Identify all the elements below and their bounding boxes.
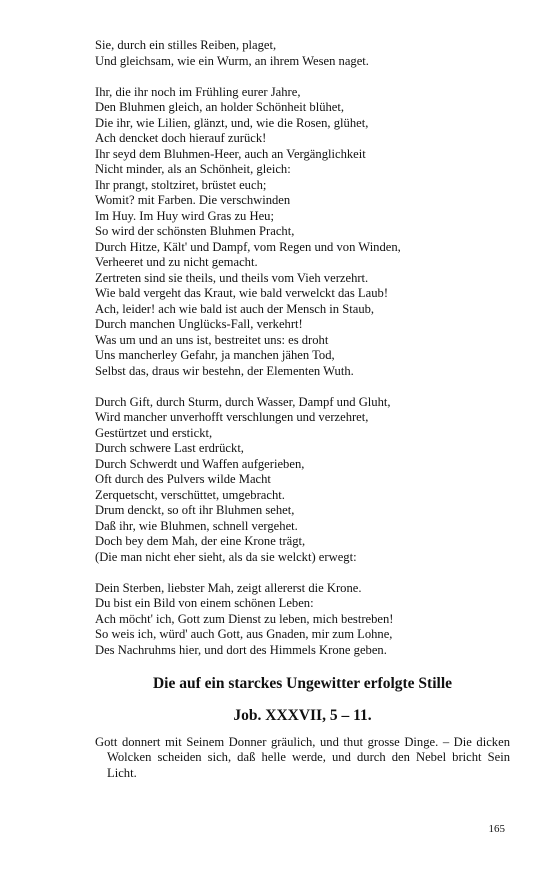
prose-paragraph: Gott donnert mit Seinem Donner gräulich, und thut grosse Dinge. – Die dicken Wolcken scheiden sich, daß helle werde, und durch den Nebel bricht Sein Licht. bbox=[95, 734, 510, 780]
verse-line: So wird der schönsten Bluhmen Pracht, bbox=[95, 224, 295, 238]
verse-line: Gestürtzet und erstickt, bbox=[95, 425, 213, 440]
page-body bbox=[95, 38, 510, 794]
verse-line: Durch schwere Last erdrückt, bbox=[95, 441, 244, 455]
verse-line: Ach, leider! ach wie bald ist auch der Mensch in Staub, bbox=[95, 301, 375, 316]
verse-line: So weis ich, würd' auch Gott, aus Gnaden, mir zum Lohne, bbox=[95, 627, 393, 641]
verse-line: Womit? mit Farben. Die verschwinden bbox=[95, 193, 291, 207]
verse-line: Selbst das, draus wir bestehn, der Elementen Wuth. bbox=[95, 363, 354, 378]
verse-line: Ach dencket doch hierauf zurück! bbox=[95, 131, 267, 145]
verse-line: Ihr, die ihr noch im Frühling eurer Jahre, bbox=[95, 84, 301, 99]
verse-line: Ihr seyd dem Bluhmen-Heer, auch an Vergänglichkeit bbox=[95, 146, 366, 161]
verse-line: Drum denckt, so oft ihr Bluhmen sehet, bbox=[95, 503, 295, 517]
verse-line: Zerquetscht, verschüttet, umgebracht. bbox=[95, 487, 285, 502]
verse-line: Durch Hitze, Kält' und Dampf, vom Regen und von Winden, bbox=[95, 239, 401, 254]
verse-line: Wie bald vergeht das Kraut, wie bald verwelckt das Laub! bbox=[95, 286, 389, 300]
verse-line: Nicht minder, als an Schönheit, gleich: bbox=[95, 162, 291, 176]
stanza-1 bbox=[95, 38, 510, 69]
verse-line: Was um und an uns ist, bestreitet uns: es droht bbox=[95, 332, 329, 347]
verse-line: Im Huy. Im Huy wird Gras zu Heu; bbox=[95, 208, 274, 223]
verse-line: Ihr prangt, stoltziret, brüstet euch; bbox=[95, 177, 267, 192]
section-title: Die auf ein starckes Ungewitter erfolgte Stille bbox=[152, 674, 453, 692]
stanza-3 bbox=[95, 395, 510, 566]
verse-line: Sie, durch ein stilles Reiben, plaget, bbox=[95, 38, 277, 52]
verse-line: Und gleichsam, wie ein Wurm, an ihrem Wesen naget. bbox=[95, 53, 369, 68]
verse-line: Wird mancher unverhofft verschlungen und verzehret, bbox=[95, 410, 369, 424]
stanza-2 bbox=[95, 85, 510, 380]
stanza-4 bbox=[95, 581, 510, 659]
verse-line: Durch Schwerdt und Waffen aufgerieben, bbox=[95, 456, 305, 471]
verse-line: Des Nachruhms hier, und dort des Himmels Krone geben. bbox=[95, 642, 387, 657]
verse-line: Durch manchen Unglücks-Fall, verkehrt! bbox=[95, 317, 303, 331]
verse-line: Daß ihr, wie Bluhmen, schnell vergehet. bbox=[95, 518, 298, 533]
verse-line: Den Bluhmen gleich, an holder Schönheit blühet, bbox=[95, 100, 345, 114]
page-number: 165 bbox=[488, 823, 505, 835]
verse-line: Doch bey dem Mah, der eine Krone trägt, bbox=[95, 534, 306, 548]
verse-line: Oft durch des Pulvers wilde Macht bbox=[95, 472, 271, 486]
verse-line: Uns mancherley Gefahr, ja manchen jähen Tod, bbox=[95, 348, 335, 362]
verse-line: Durch Gift, durch Sturm, durch Wasser, Dampf und Gluht, bbox=[95, 394, 391, 409]
verse-line: Verheeret und zu nicht gemacht. bbox=[95, 255, 258, 269]
verse-line: (Die man nicht eher sieht, als da sie welckt) erwegt: bbox=[95, 549, 357, 564]
verse-line: Dein Sterben, liebster Mah, zeigt allererst die Krone. bbox=[95, 580, 362, 595]
verse-line: Zertreten sind sie theils, und theils vom Vieh verzehrt. bbox=[95, 270, 369, 285]
bible-reference: Job. XXXVII, 5 – 11. bbox=[233, 706, 372, 724]
verse-line: Ach möcht' ich, Gott zum Dienst zu leben, mich bestreben! bbox=[95, 611, 394, 626]
verse-line: Die ihr, wie Lilien, glänzt, und, wie die Rosen, glühet, bbox=[95, 115, 369, 130]
verse-line: Du bist ein Bild von einem schönen Leben: bbox=[95, 596, 314, 610]
